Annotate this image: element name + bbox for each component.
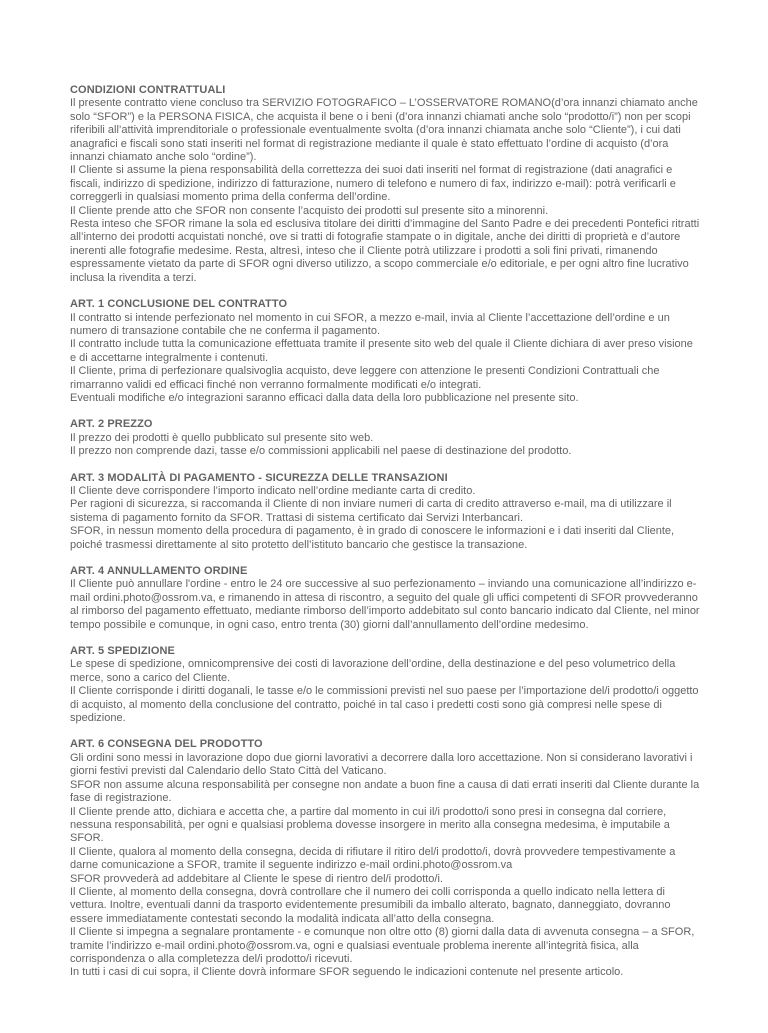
- section-paragraph: Gli ordini sono messi in lavorazione dopo due giorni lavorativi a decorrere dalla loro accettazione. Non si considerano lavorativi i giorni festivi previsti dal Calendario dello Stato Città del Vaticano.: [70, 751, 693, 778]
- section-paragraph: Il Cliente si impegna a segnalare prontamente - e comunque non oltre otto (8) giorni dalla data di avvenuta consegna – a SFOR, tramite l’indirizzo e-mail ordini.photo@ossrom.va, ogni e qualsiasi eventuale problema inerente all’integrità fisica, alla corrispondenza o alla completezza del/i prodotto/i ricevuti.: [70, 926, 695, 965]
- contract-section: [70, 565, 700, 632]
- section-paragraph: In tutti i casi di cui sopra, il Cliente dovrà informare SFOR seguendo le indicazioni contenute nel presente articolo.: [70, 966, 624, 979]
- section-paragraph: Resta inteso che SFOR rimane la sola ed esclusiva titolare dei diritti d’immagine del Santo Padre e dei precedenti Pontefici ritratti all’interno dei prodotti acquistati nonché, ove si tratti di fotografie stampate o in digitale, anche dei diritti di proprietà e d’autore inerenti alle fotografie medesime. Resta, altresì, inteso che il Cliente potrà utilizzare i prodotti a soli fini privati, rimanendo espressamente vietato da parte di SFOR ogni diverso utilizzo, a scopo commerciale e/o editoriale, e per ogni altro fine lucrativo inclusa la rivendita a terzi.: [70, 218, 700, 284]
- section-heading: CONDIZIONI CONTRATTUALI: [70, 84, 226, 96]
- section-paragraph: Il contratto include tutta la comunicazione effettuata tramite il presente sito web del quale il Cliente dichiara di aver preso visione e di accettarne integralmente i contenuti.: [70, 338, 693, 364]
- contract-section: [70, 472, 700, 552]
- contract-section: [70, 645, 700, 725]
- contract-section: [70, 84, 700, 285]
- section-paragraph: Il Cliente, al momento della consegna, dovrà controllare che il numero dei colli corrisponda a quello indicato nella lettera di vettura. Inoltre, eventuali danni da trasporto evidentemente presumibili da imballo alterato, bagnato, danneggiato, dovranno essere immediatamente contestati secondo la modalità indicata all’atto della consegna.: [70, 885, 671, 925]
- section-heading: ART. 6 CONSEGNA DEL PRODOTTO: [70, 738, 263, 751]
- section-paragraph: SFOR provvederà ad addebitare al Cliente le spese di rientro del/i prodotto/i.: [70, 872, 443, 885]
- contract-section: [70, 418, 700, 458]
- section-paragraph: Il Cliente, qualora al momento della consegna, decida di rifiutare il ritiro del/i prodotto/i, dovrà provvedere tempestivamente a darne comunicazione a SFOR, tramite il seguente indirizzo e-mail ordini.photo@ossrom.va: [70, 845, 676, 872]
- section-heading: ART. 5 SPEDIZIONE: [70, 645, 175, 658]
- section-paragraph: Il Cliente corrisponde i diritti doganali, le tasse e/o le commissioni previsti nel suo paese per l’importazione del/i prodotto/i oggetto di acquisto, al momento della conclusione del contratto, poiché in tal caso i predetti costi sono già compresi nelle spese di spedizione.: [70, 685, 699, 725]
- section-paragraph: Il Cliente prende atto, dichiara e accetta che, a partire dal momento in cui il/i prodotto/i sono presi in consegna dal corriere, nessuna responsabilità, per ogni e qualsiasi problema dovesse insorgere in merito alla consegna medesima, è imputabile a SFOR.: [70, 805, 670, 845]
- section-paragraph: Eventuali modifiche e/o integrazioni saranno efficaci dalla data della loro pubblicazione nel presente sito.: [70, 391, 579, 404]
- section-paragraph: Per ragioni di sicurezza, si raccomanda il Cliente di non inviare numeri di carta di credito attraverso e-mail, ma di utilizzare il sistema di pagamento fornito da SFOR. Trattasi di sistema certificato dai Servizi Interbancari.: [70, 498, 672, 524]
- section-paragraph: SFOR, in nessun momento della procedura di pagamento, è in grado di conoscere le informazioni e i dati inseriti dal Cliente, poiché trasmessi direttamente al sito protetto dell’istituto bancario che gestisce la transazione.: [70, 525, 675, 551]
- section-paragraph: Il Cliente, prima di perfezionare qualsivoglia acquisto, deve leggere con attenzione le presenti Condizioni Contrattuali che rimarranno validi ed efficaci finché non verranno formalmente modificati e/o integrati.: [70, 365, 660, 391]
- section-paragraph: Le spese di spedizione, omnicomprensive dei costi di lavorazione dell’ordine, della destinazione e del peso volumetrico della merce, sono a carico del Cliente.: [70, 658, 676, 684]
- section-paragraph: Il Cliente prende atto che SFOR non consente l’acquisto dei prodotti sul presente sito a minorenni.: [70, 204, 549, 217]
- section-paragraph: Il contratto si intende perfezionato nel momento in cui SFOR, a mezzo e-mail, invia al Cliente l’accettazione dell’ordine e un numero di transazione contabile che ne conferma il pagamento.: [70, 311, 670, 337]
- section-paragraph: SFOR non assume alcuna responsabilità per consegne non andate a buon fine a causa di dati errati inseriti dal Cliente durante la fase di registrazione.: [70, 778, 700, 805]
- section-heading: ART. 3 MODALITÀ DI PAGAMENTO - SICUREZZA DELLE TRANSAZIONI: [70, 471, 448, 484]
- section-paragraph: Il prezzo non comprende dazi, tasse e/o commissioni applicabili nel paese di destinazione del prodotto.: [70, 445, 572, 458]
- section-paragraph: Il prezzo dei prodotti è quello pubblicato sul presente sito web.: [70, 431, 374, 444]
- section-paragraph: Il Cliente può annullare l'ordine - entro le 24 ore successive al suo perfezionamento – inviando una comunicazione all’indirizzo e-mail ordini.photo@ossrom.va, e rimanendo in attesa di riscontro, a seguito del quale gli uffici competenti di SFOR provvederanno al rimborso del pagamento effettuato, mediante rimborso dell’importo addebitato sul conto bancario indicato dal Cliente, nel minor tempo possibile e comunque, in ogni caso, entro trenta (30) giorni dall’annullamento dell’ordine medesimo.: [70, 578, 700, 631]
- contract-section: [70, 738, 700, 979]
- section-heading: ART. 4 ANNULLAMENTO ORDINE: [70, 565, 248, 577]
- contract-section: [70, 298, 700, 405]
- section-paragraph: Il Cliente deve corrispondere l’importo indicato nell’ordine mediante carta di credito.: [70, 484, 476, 497]
- section-heading: ART. 1 CONCLUSIONE DEL CONTRATTO: [70, 298, 288, 311]
- section-paragraph: Il Cliente si assume la piena responsabilità della correttezza dei suoi dati inseriti nel format di registrazione (dati anagrafici e fiscali, indirizzo di spedizione, indirizzo di fatturazione, numero di telefono e numero di fax, indirizzo e-mail): potrà verificarli e correggerli in qualsiasi momento prima della conferma dell’ordine.: [70, 164, 676, 204]
- section-paragraph: Il presente contratto viene concluso tra SERVIZIO FOTOGRAFICO – L’OSSERVATORE ROMANO(d’ora innanzi chiamato anche solo “SFOR”) e la PERSONA FISICA, che acquista il bene o i beni (d’ora innanzi chiamati anche solo “prodotto/i”) non per scopi riferibili all’attività imprenditoriale o professionale eventualmente svolta (d’ora innanzi chiamata anche solo “Cliente”), i cui dati anagrafici e fiscali sono stati inseriti nel format di registrazione mediante il quale è stato effettuato l’ordine di acquisto (d’ora innanzi chiamato anche solo “ordine”).: [70, 97, 698, 164]
- section-heading: ART. 2 PREZZO: [70, 418, 153, 431]
